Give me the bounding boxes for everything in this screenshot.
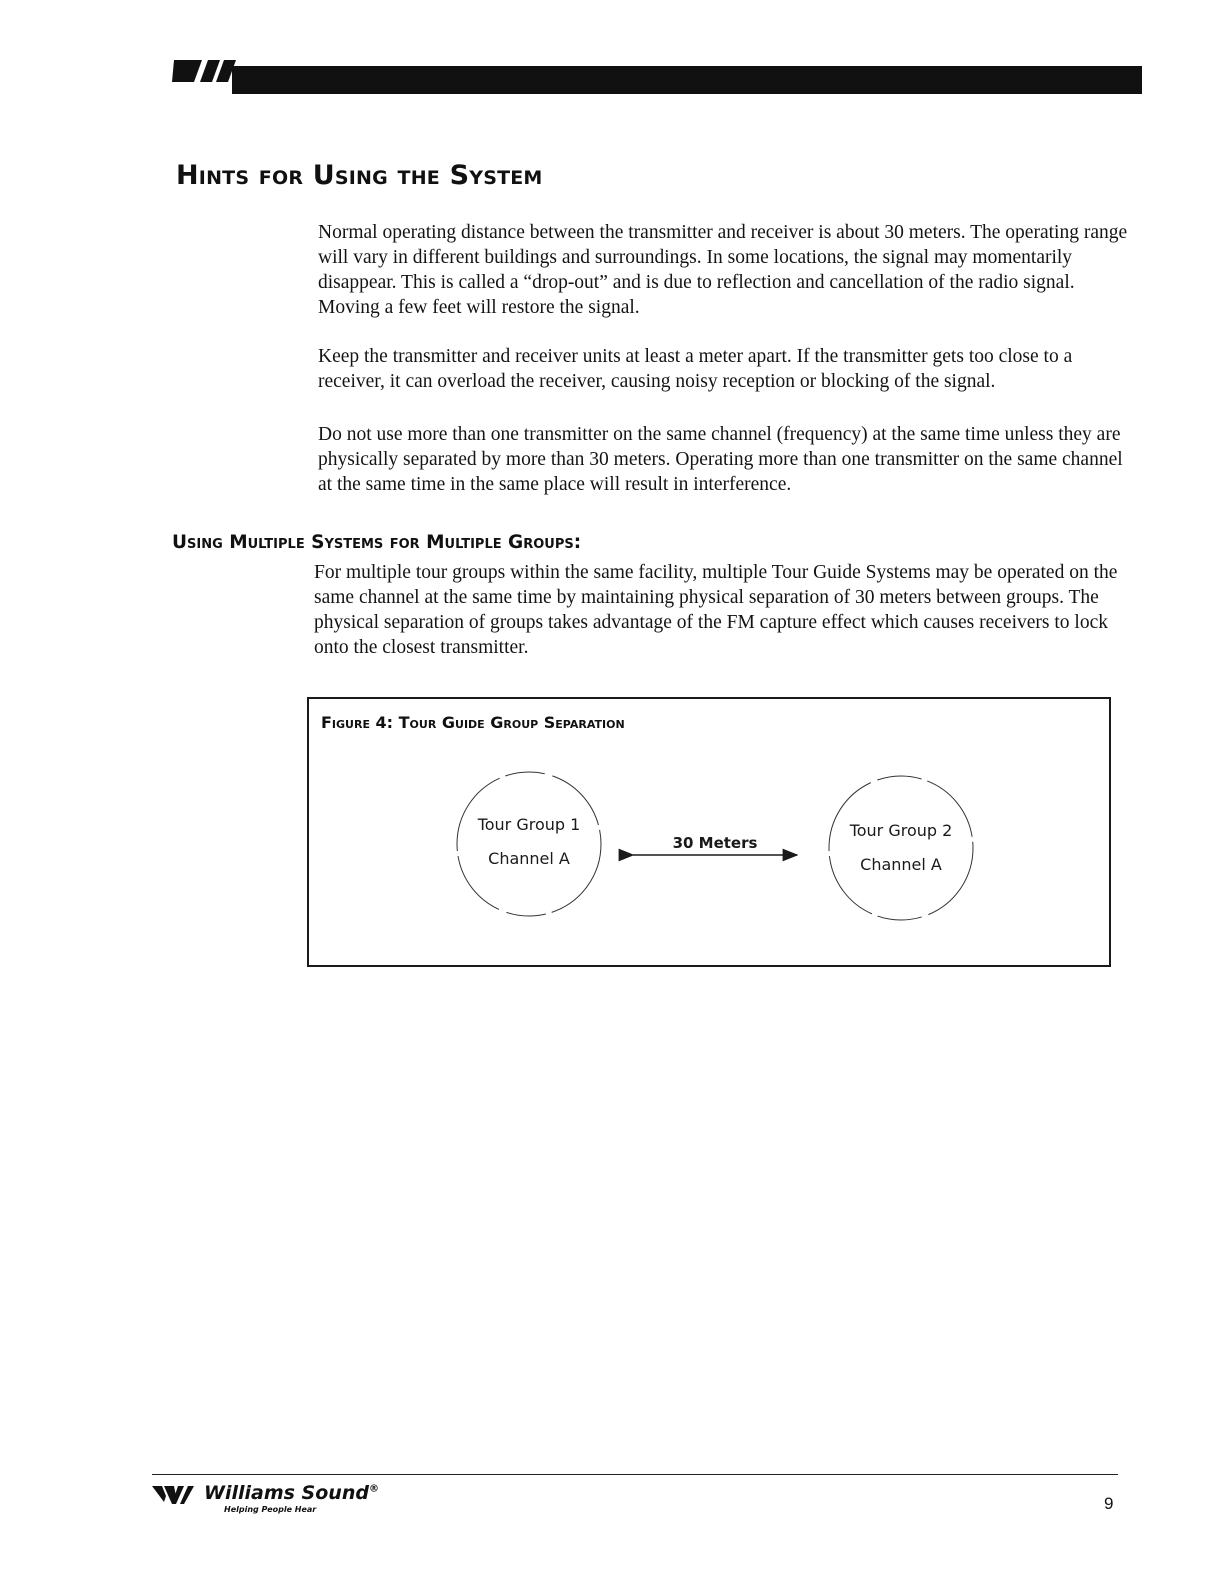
tour-group-1-name: Tour Group 1: [477, 815, 581, 834]
group-separation-diagram: [309, 699, 1113, 969]
figure-caption: Figure 4: Tour Guide Group Separation: [321, 713, 625, 732]
paragraph-operating-distance: Normal operating distance between the transmitter and receiver is about 30 meters. The operating range will vary in different buildings and surroundings. In some locations, the signal may momentarily disappear. This is called a “drop-out” and is due to reflection and cancellation of the radio signal. Moving a few feet will restore the signal.: [318, 222, 1128, 318]
tour-group-2-channel: Channel A: [860, 855, 942, 874]
registered-mark: ®: [368, 1483, 379, 1495]
paragraph-unit-spacing: Keep the transmitter and receiver units at least a meter apart. If the transmitter gets too close to a receiver, it can overload the receiver, causing noisy reception or blocking of the signal.: [318, 346, 1073, 392]
williams-sound-logo-icon: [152, 1484, 202, 1506]
tour-group-2-name: Tour Group 2: [849, 821, 953, 840]
tour-group-1-circle: [457, 772, 601, 916]
brand-tagline: Helping People Hear: [224, 1505, 317, 1514]
williams-sound-logo: [152, 1482, 412, 1522]
page-number: 9: [1104, 1494, 1114, 1513]
brand-name-text: Williams Sound: [204, 1482, 369, 1504]
tour-group-2-circle: [829, 776, 973, 920]
brand-name: [204, 1482, 379, 1504]
section-title: Hints for Using the System: [176, 160, 543, 191]
tour-group-1-channel: Channel A: [488, 849, 570, 868]
subsection-title: Using Multiple Systems for Multiple Groups:: [172, 532, 582, 553]
distance-label: 30 Meters: [672, 834, 758, 852]
header-bar-graphic: [172, 56, 1142, 96]
figure-group-separation: [307, 697, 1111, 967]
paragraph-multiple-groups: For multiple tour groups within the same facility, multiple Tour Guide Systems may be operated on the same channel at the same time by maintaining physical separation of 30 meters between groups. The physical separation of groups takes advantage of the FM capture effect which causes receivers to lock onto the closest transmitter.: [314, 562, 1118, 658]
footer-divider: [152, 1474, 1118, 1475]
paragraph-channel-usage: Do not use more than one transmitter on the same channel (frequency) at the same time unless they are physically separated by more than 30 meters. Operating more than one transmitter on the same channel at the same time in the same place will result in interference.: [318, 424, 1123, 495]
header-bar: [172, 56, 1142, 96]
